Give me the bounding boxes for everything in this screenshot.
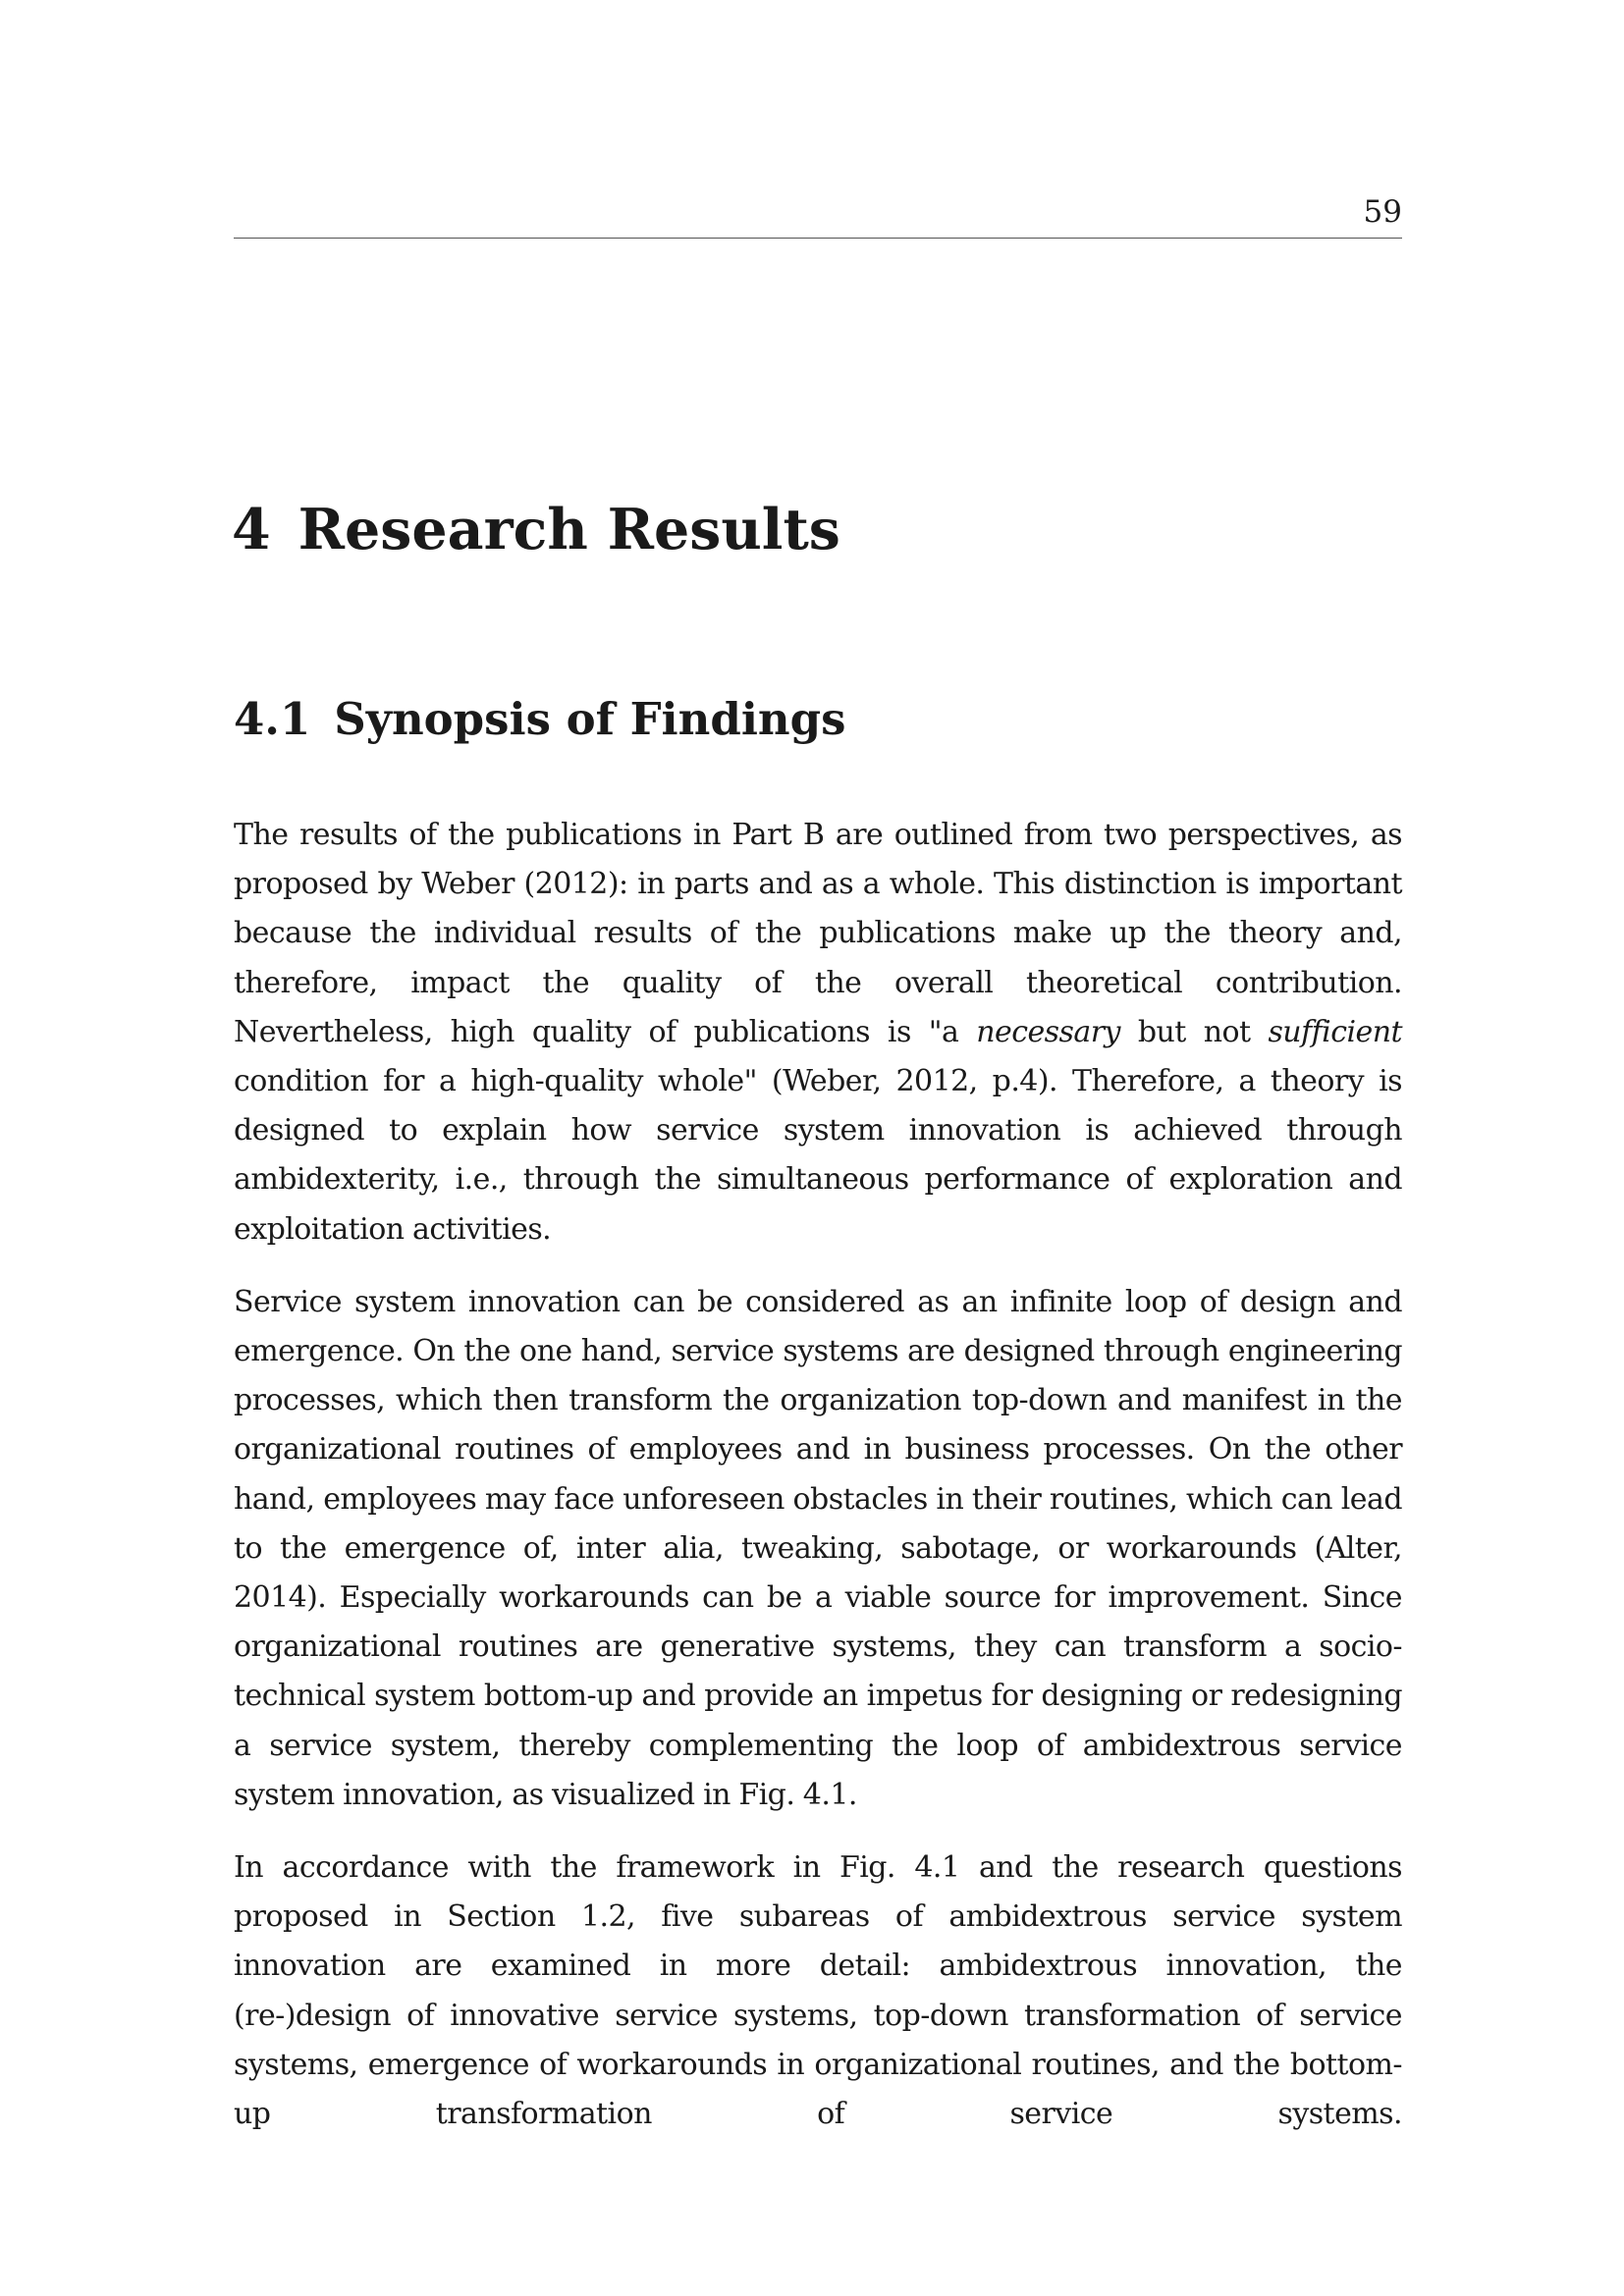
emphasis-sufficient: sufficient [1268,1014,1402,1049]
chapter-title-text: Research Results [298,497,840,562]
section-number: 4.1 [234,693,311,745]
chapter-number: 4 [232,497,271,562]
page-number: 59 [1363,194,1402,230]
paragraph-1-part-a: The results of the publications in Part B are outlined from two perspectives, as proposed by Weber (2012): in parts and as a whole. This distinction is important because the individual results of the publications make up the theory and, therefore, impact the quality of the overall theoretical contribution. Nevertheless, high quality of publications is "a [234,818,1402,1049]
section-title-text: Synopsis of Findings [334,693,846,745]
section-title [234,692,845,747]
paragraph-2: Service system innovation can be considered as an infinite loop of design and emergence. On the one hand, service systems are designed through engineering processes, which then transform the organization top-down and manifest in the organizational routines of employees and in business processes. On the other hand, employees may face unforeseen obstacles in their routines, which can lead to the emergence of, inter alia, tweaking, sabotage, or workarounds (Alter, 2014). Especially workarounds can be a viable source for improvement. Since organizational routines are generative systems, they can transform a socio-technical system bottom-up and provide an impetus for designing or redesigning a service system, thereby complementing the loop of ambidextrous service system innovation, as visualized in Fig. 4.1. [234,1284,1402,1812]
chapter-title [232,496,840,564]
paragraph-1-part-b: but not [1119,1014,1269,1049]
paragraph-1 [234,811,1402,1255]
paragraph-1-part-c: condition for a high-quality whole" (Weber, 2012, p.4). Therefore, a theory is designed to explain how service system innovation is achieved through ambidexterity, i.e., through the simultaneous performance of exploration and exploitation activities. [234,1064,1402,1247]
paragraph-3: In accordance with the framework in Fig. 4.1 and the research questions proposed in Section 1.2, five subareas of ambidextrous service system innovation are examined in more detail: ambidextrous innovation, the (re-)design of innovative service systems, top-down transformation of service systems, emergence of workarounds in organizational routines, and the bottom-up transformation of service systems. [234,1850,1402,2132]
body-text [234,811,1402,2163]
emphasis-necessary: necessary [976,1014,1120,1049]
running-header [234,192,1402,239]
